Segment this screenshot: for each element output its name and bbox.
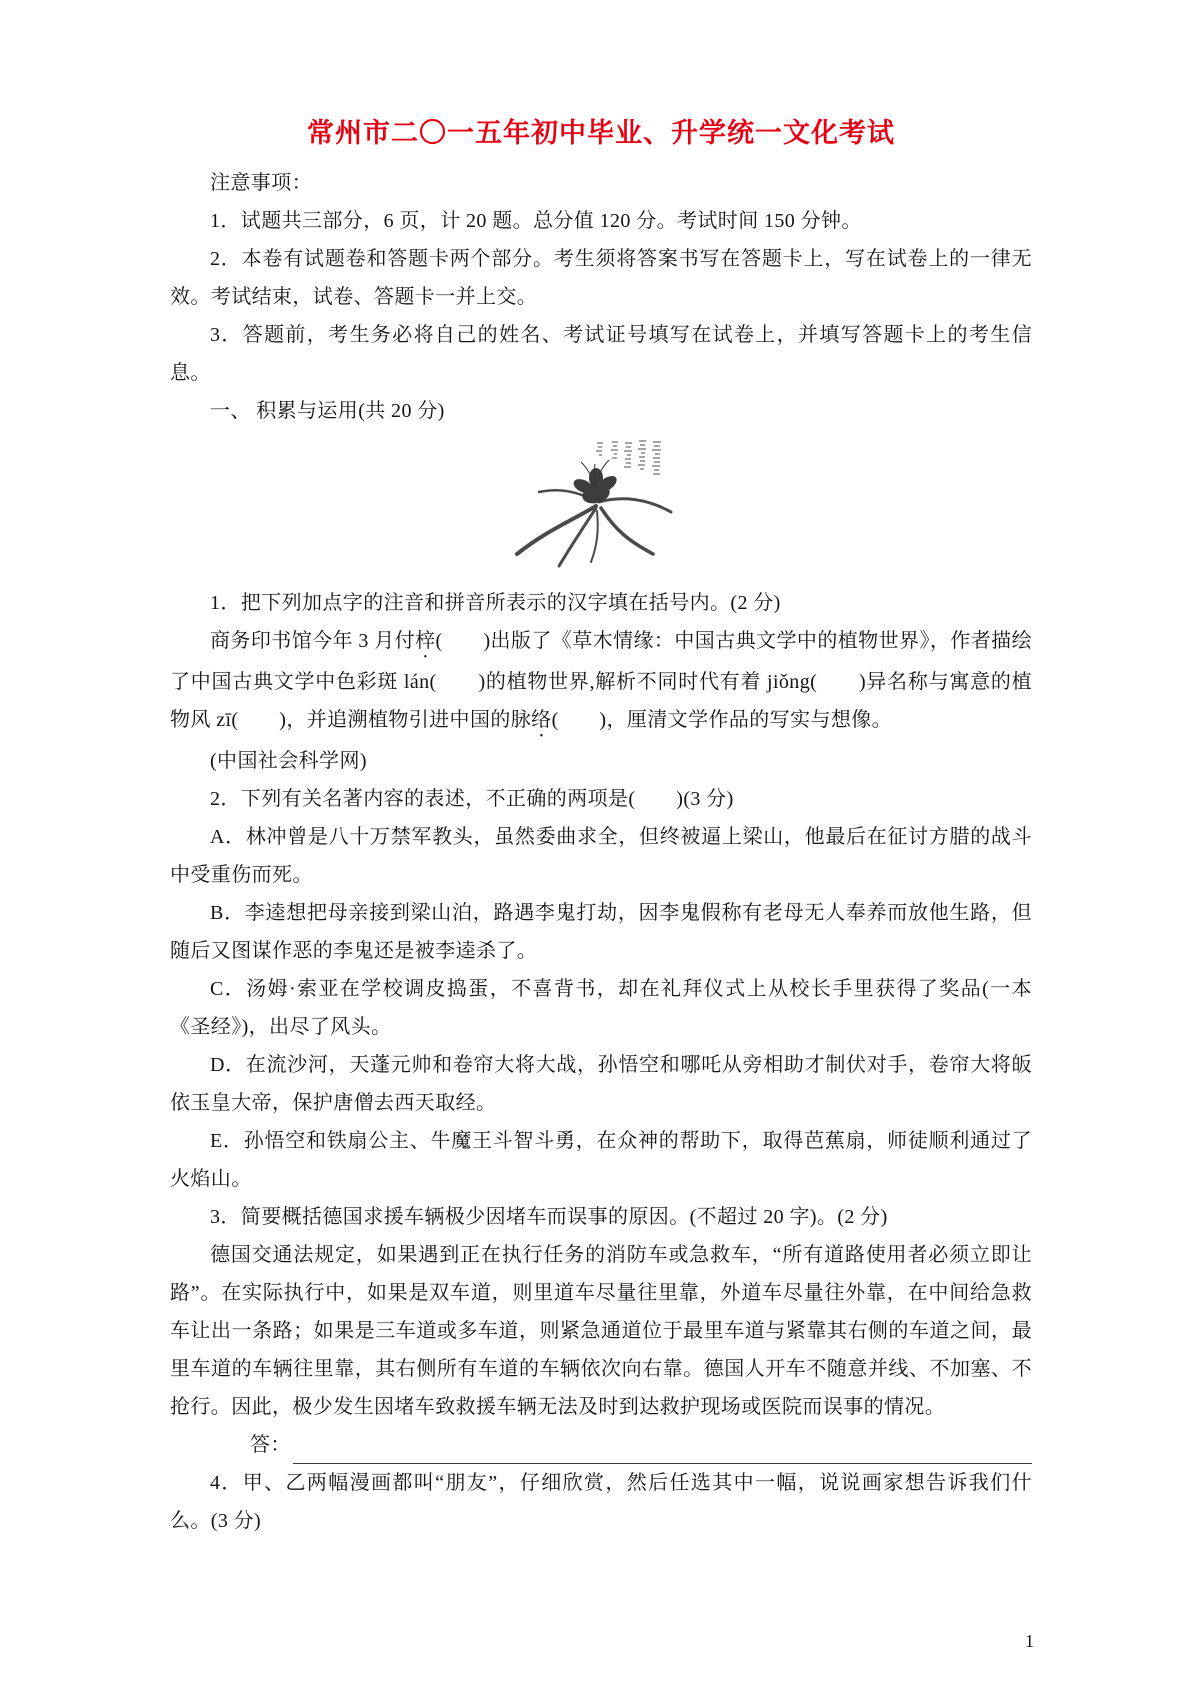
q2-option-d: D．在流沙河，天蓬元帅和卷帘大将大战，孙悟空和哪吒从旁相助才制伏对手，卷帘大将皈依玉皇大帝，保护唐僧去西天取经。 bbox=[170, 1054, 1032, 1114]
q2-stem: 2．下列有关名著内容的表述，不正确的两项是( )(3 分) bbox=[210, 788, 734, 810]
q1-dotted-char: 络 bbox=[531, 709, 552, 731]
q2-option-a: A．林冲曾是八十万禁军教头，虽然委曲求全，但终被逼上梁山，他最后在征讨方腊的战斗中受重伤而死。 bbox=[170, 826, 1032, 886]
q1-passage bbox=[170, 622, 1032, 742]
ink-painting-image bbox=[501, 436, 701, 576]
calligraphy-marks bbox=[596, 441, 661, 474]
q3-stem: 3．简要概括德国求援车辆极少因堵车而误事的原因。(不超过 20 字)。(2 分) bbox=[210, 1206, 888, 1228]
q1-dotted-char: 梓 bbox=[415, 630, 436, 652]
q1-passage-part: 商务印书馆今年 3 月付 bbox=[210, 630, 416, 652]
notice-item-2: 2．本卷有试题卷和答题卡两个部分。考生须将答案书写在答题卡上，写在试卷上的一律无效。考试结束，试卷、答题卡一并上交。 bbox=[170, 248, 1032, 308]
q4-stem: 4．甲、乙两幅漫画都叫“朋友”，仔细欣赏，然后任选其中一幅，说说画家想告诉我们什么。(3 分) bbox=[170, 1472, 1032, 1532]
q1-source: (中国社会科学网) bbox=[210, 750, 367, 772]
q1-passage-part: ( )出版了《草木情缘：中国古典文学中的植物世界》，作者描绘了中国古典文学中色彩斑 lán( )的植物世界,解析不同时代有着 jiǒng( )异名称与寓意的植物风 zī( )，并追溯植物引进中国的脉 bbox=[170, 630, 1032, 731]
q2-option-c: C．汤姆·索亚在学校调皮捣蛋，不喜背书，却在礼拜仪式上从校长手里获得了奖品(一本《圣经》)，出尽了风头。 bbox=[170, 978, 1032, 1038]
page-number: 1 bbox=[1025, 1631, 1034, 1651]
page-title: 常州市二〇一五年初中毕业、升学统一文化考试 bbox=[307, 118, 895, 148]
q3-answer-row bbox=[170, 1426, 1032, 1464]
figure-container bbox=[170, 436, 1032, 576]
notices-heading: 注意事项： bbox=[210, 172, 312, 194]
q3-passage: 德国交通法规定，如果遇到正在执行任务的消防车或急救车，“所有道路使用者必须立即让路”。在实际执行中，如果是双车道，则里道车尽量往里靠，外道车尽量往外靠，在中间给急救车让出一条路；如果是三车道或多车道，则紧急通道位于最里车道与紧靠其右侧的车道之间，最里车道的车辆往里靠，其右侧所有车道的车辆依次向右靠。德国人开车不随意并线、不加塞、不抢行。因此，极少发生因堵车致救援车辆无法及时到达救护现场或医院而误事的情况。 bbox=[170, 1244, 1032, 1418]
q2-option-e: E．孙悟空和铁扇公主、牛魔王斗智斗勇，在众神的帮助下，取得芭蕉扇，师徒顺利通过了火焰山。 bbox=[170, 1130, 1032, 1190]
notice-item-3: 3．答题前，考生务必将自己的姓名、考试证号填写在试卷上，并填写答题卡上的考生信息。 bbox=[170, 324, 1032, 384]
q2-option-b: B．李逵想把母亲接到梁山泊，路遇李鬼打劫，因李鬼假称有老母无人奉养而放他生路，但随后又图谋作恶的李鬼还是被李逵杀了。 bbox=[170, 902, 1032, 962]
section-one-heading: 一、 积累与运用(共 20 分) bbox=[210, 400, 445, 422]
q1-passage-part: ( )，厘清文学作品的写实与想像。 bbox=[551, 709, 893, 731]
q3-answer-label: 答： bbox=[250, 1434, 291, 1456]
q1-stem: 1．把下列加点字的注音和拼音所表示的汉字填在括号内。(2 分) bbox=[210, 592, 781, 614]
q3-answer-blank-line bbox=[293, 1434, 1032, 1464]
notice-item-1: 1．试题共三部分，6 页，计 20 题。总分值 120 分。考试时间 150 分钟。 bbox=[210, 210, 862, 232]
